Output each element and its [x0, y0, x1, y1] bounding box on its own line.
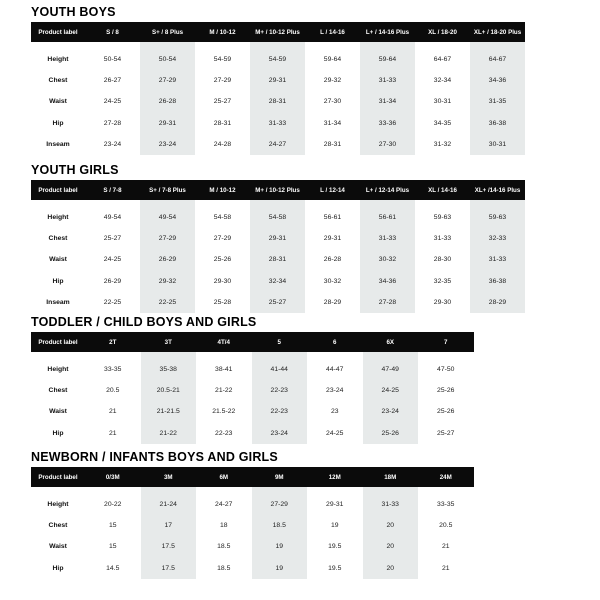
column-header: XL / 18-20	[415, 22, 470, 42]
column-header: 6	[307, 332, 363, 352]
table-cell: 24-25	[326, 429, 344, 437]
row-label: Waist	[49, 543, 67, 551]
spacer-cell	[140, 200, 195, 207]
table-cell: 19	[252, 536, 308, 557]
table-cell: 22-23	[215, 429, 233, 437]
table-cell: 30-32	[360, 249, 415, 270]
section-toddler-child-boys-and-girls	[31, 314, 474, 444]
column-header: 4T/4	[196, 332, 252, 352]
table-cell: 33-35	[437, 501, 455, 509]
spacer-cell	[31, 200, 85, 207]
spacer-cell	[363, 352, 419, 359]
row-label: Height	[47, 56, 69, 64]
table-cell: 38-41	[215, 366, 233, 374]
table-cell: 21-24	[141, 494, 197, 515]
table-cell: 24-28	[213, 140, 232, 148]
column-header: M+ / 10-12 Plus	[250, 22, 305, 42]
table-cell: 41-44	[252, 359, 308, 380]
spacer-cell	[470, 200, 525, 207]
table-cell: 54-59	[250, 49, 305, 70]
table-cell: 34-36	[470, 70, 525, 91]
table-row-hip	[31, 558, 474, 579]
table-cell: 31-35	[470, 91, 525, 112]
table-cell: 15	[108, 522, 117, 530]
table-cell: 23-24	[326, 387, 344, 395]
table-cell: 44-47	[326, 366, 344, 374]
table-cell: 26-29	[103, 277, 122, 285]
section-title: TODDLER / CHILD BOYS AND GIRLS	[31, 315, 257, 329]
table-cell: 35-38	[141, 359, 197, 380]
table-cell: 24-25	[363, 380, 419, 401]
section-youth-boys	[31, 4, 525, 155]
table-row-chest	[31, 515, 474, 536]
row-label: Height	[47, 501, 69, 509]
table-cell: 29-31	[250, 228, 305, 249]
spacer-cell	[85, 487, 141, 494]
table-cell: 31-33	[360, 228, 415, 249]
spacer-cell	[31, 42, 85, 49]
spacer-cell	[141, 487, 197, 494]
table-cell: 21	[108, 408, 117, 416]
table-row-chest	[31, 228, 525, 249]
table-cell: 50-54	[103, 56, 122, 64]
header-row	[31, 467, 474, 487]
table-cell: 25-27	[437, 429, 455, 437]
column-header: 18M	[363, 467, 419, 487]
table-cell: 25-28	[213, 298, 232, 306]
table-cell: 32-33	[470, 228, 525, 249]
table-cell: 26-27	[103, 77, 122, 85]
table-cell: 27-30	[360, 134, 415, 155]
table-cell: 32-34	[250, 271, 305, 292]
product-label-header: Product label	[31, 467, 85, 487]
row-label: Height	[47, 366, 69, 374]
table-cell: 20.5	[439, 522, 453, 530]
column-header: S+ / 8 Plus	[140, 22, 195, 42]
table-cell: 29-30	[213, 277, 232, 285]
table-cell: 18.5	[217, 564, 231, 572]
table-cell: 24-25	[103, 256, 122, 264]
row-label: Hip	[52, 119, 64, 127]
spacer-cell	[196, 352, 252, 359]
table-cell: 29-32	[323, 77, 342, 85]
table-cell: 21-21.5	[141, 401, 197, 422]
table-cell: 29-31	[323, 235, 342, 243]
table-cell: 26-28	[323, 256, 342, 264]
table-cell: 27-28	[103, 119, 122, 127]
table-row-hip	[31, 423, 474, 444]
table-cell: 36-38	[470, 271, 525, 292]
spacer-row	[31, 487, 474, 494]
section-newborn-infants-boys-and-girls	[31, 449, 474, 579]
table-cell: 28-31	[250, 91, 305, 112]
row-label: Waist	[49, 256, 67, 264]
row-label: Hip	[52, 429, 64, 437]
row-label: Hip	[52, 277, 64, 285]
table-cell: 25-27	[250, 292, 305, 313]
table-cell: 25-27	[213, 98, 232, 106]
table-cell: 29-31	[140, 113, 195, 134]
table-cell: 28-31	[250, 249, 305, 270]
table-cell: 27-29	[213, 77, 232, 85]
spacer-cell	[415, 42, 470, 49]
column-header: 0/3M	[85, 467, 141, 487]
table-cell: 22-23	[252, 401, 308, 422]
spacer-cell	[307, 352, 363, 359]
column-header: M+ / 10-12 Plus	[250, 180, 305, 200]
table-cell: 59-63	[470, 207, 525, 228]
table-row-chest	[31, 70, 525, 91]
table-cell: 24-25	[103, 98, 122, 106]
table-cell: 25-26	[437, 408, 455, 416]
table-cell: 28-29	[323, 298, 342, 306]
table-cell: 26-29	[140, 249, 195, 270]
spacer-cell	[305, 200, 360, 207]
column-header: 12M	[307, 467, 363, 487]
column-header: XL / 14-16	[415, 180, 470, 200]
column-header: 6M	[196, 467, 252, 487]
table-cell: 23-24	[140, 134, 195, 155]
table-row-waist	[31, 401, 474, 422]
table-cell: 25-27	[103, 235, 122, 243]
table-row-inseam	[31, 292, 525, 313]
column-header: L+ / 14-16 Plus	[360, 22, 415, 42]
column-header: L / 12-14	[305, 180, 360, 200]
table-cell: 30-32	[323, 277, 342, 285]
table-cell: 21	[441, 564, 450, 572]
product-label-header: Product label	[31, 22, 85, 42]
section-title: YOUTH BOYS	[31, 5, 116, 19]
table-cell: 50-54	[140, 49, 195, 70]
table-cell: 56-61	[360, 207, 415, 228]
table-cell: 64-67	[470, 49, 525, 70]
column-header: L / 14-16	[305, 22, 360, 42]
spacer-cell	[252, 352, 308, 359]
table-cell: 25-26	[213, 256, 232, 264]
table-row-hip	[31, 113, 525, 134]
table-cell: 14.5	[106, 564, 120, 572]
row-label: Chest	[48, 522, 68, 530]
section-title: YOUTH GIRLS	[31, 163, 119, 177]
table-cell: 23-24	[363, 401, 419, 422]
spacer-cell	[305, 42, 360, 49]
table-cell: 21	[441, 543, 450, 551]
spacer-cell	[252, 487, 308, 494]
spacer-cell	[418, 487, 474, 494]
table-cell: 31-33	[433, 235, 452, 243]
table-cell: 30-31	[470, 134, 525, 155]
table-cell: 34-35	[433, 119, 452, 127]
table-cell: 20.5	[106, 387, 120, 395]
spacer-cell	[140, 42, 195, 49]
table-cell: 23	[330, 408, 339, 416]
table-cell: 17	[141, 515, 197, 536]
table-cell: 21-22	[215, 387, 233, 395]
column-header: 2T	[85, 332, 141, 352]
table-cell: 21-22	[141, 423, 197, 444]
spacer-cell	[85, 200, 140, 207]
table-row-height	[31, 494, 474, 515]
table-cell: 26-28	[140, 91, 195, 112]
table-cell: 22-25	[103, 298, 122, 306]
spacer-cell	[85, 352, 141, 359]
table-cell: 25-26	[437, 387, 455, 395]
table-cell: 18	[219, 522, 228, 530]
table-cell: 15	[108, 543, 117, 551]
table-cell: 30-31	[433, 98, 452, 106]
table-row-hip	[31, 271, 525, 292]
table-cell: 29-31	[250, 70, 305, 91]
spacer-row	[31, 42, 525, 49]
spacer-cell	[85, 42, 140, 49]
row-label: Chest	[48, 235, 68, 243]
table-cell: 19	[252, 558, 308, 579]
row-label: Inseam	[46, 298, 70, 306]
table-row-chest	[31, 380, 474, 401]
table-cell: 54-58	[250, 207, 305, 228]
table-cell: 47-49	[363, 359, 419, 380]
size-table	[31, 332, 474, 444]
section-title: NEWBORN / INFANTS BOYS AND GIRLS	[31, 450, 278, 464]
table-cell: 28-29	[470, 292, 525, 313]
table-cell: 49-54	[103, 214, 122, 222]
table-row-height	[31, 207, 525, 228]
table-cell: 36-38	[470, 113, 525, 134]
column-header: 9M	[252, 467, 308, 487]
table-row-height	[31, 49, 525, 70]
spacer-cell	[250, 42, 305, 49]
table-row-waist	[31, 536, 474, 557]
table-cell: 19.5	[328, 564, 342, 572]
table-cell: 59-64	[323, 56, 342, 64]
table-cell: 21	[108, 429, 117, 437]
table-cell: 23-24	[252, 423, 308, 444]
row-label: Height	[47, 214, 69, 222]
header-row	[31, 22, 525, 42]
table-cell: 31-33	[360, 70, 415, 91]
spacer-cell	[360, 42, 415, 49]
table-cell: 27-29	[140, 70, 195, 91]
table-cell: 49-54	[140, 207, 195, 228]
table-cell: 28-31	[213, 119, 232, 127]
spacer-cell	[195, 42, 250, 49]
spacer-cell	[31, 352, 85, 359]
table-cell: 47-50	[437, 366, 455, 374]
table-cell: 29-30	[433, 298, 452, 306]
column-header: 5	[252, 332, 308, 352]
row-label: Chest	[48, 77, 68, 85]
spacer-cell	[360, 200, 415, 207]
column-header: S+ / 7-8 Plus	[140, 180, 195, 200]
table-row-waist	[31, 249, 525, 270]
table-cell: 17.5	[141, 536, 197, 557]
table-cell: 25-26	[363, 423, 419, 444]
product-label-header: Product label	[31, 332, 85, 352]
table-cell: 31-34	[323, 119, 342, 127]
table-cell: 20.5-21	[141, 380, 197, 401]
header-row	[31, 332, 474, 352]
spacer-cell	[196, 487, 252, 494]
spacer-cell	[250, 200, 305, 207]
table-row-inseam	[31, 134, 525, 155]
row-label: Waist	[49, 98, 67, 106]
table-cell: 54-58	[213, 214, 232, 222]
table-cell: 27-29	[213, 235, 232, 243]
column-header: XL+ /14-16 Plus	[470, 180, 525, 200]
size-table	[31, 180, 525, 313]
table-cell: 31-33	[250, 113, 305, 134]
table-cell: 33-36	[360, 113, 415, 134]
table-cell: 18.5	[217, 543, 231, 551]
table-cell: 20	[363, 536, 419, 557]
column-header: S / 7-8	[85, 180, 140, 200]
table-cell: 31-32	[433, 140, 452, 148]
table-cell: 56-61	[323, 214, 342, 222]
table-cell: 31-33	[470, 249, 525, 270]
row-label: Waist	[49, 408, 67, 416]
table-cell: 27-28	[360, 292, 415, 313]
column-header: 3T	[141, 332, 197, 352]
table-cell: 20	[363, 558, 419, 579]
table-cell: 59-63	[433, 214, 452, 222]
table-cell: 24-27	[250, 134, 305, 155]
column-header: M / 10-12	[195, 180, 250, 200]
section-youth-girls	[31, 162, 525, 313]
table-cell: 28-30	[433, 256, 452, 264]
column-header: 24M	[418, 467, 474, 487]
table-cell: 19.5	[328, 543, 342, 551]
size-table	[31, 22, 525, 155]
spacer-cell	[363, 487, 419, 494]
table-cell: 20	[363, 515, 419, 536]
table-cell: 32-34	[433, 77, 452, 85]
table-cell: 34-36	[360, 271, 415, 292]
table-cell: 59-64	[360, 49, 415, 70]
table-cell: 31-33	[363, 494, 419, 515]
size-table	[31, 467, 474, 579]
table-cell: 18.5	[252, 515, 308, 536]
column-header: L+ / 12-14 Plus	[360, 180, 415, 200]
table-cell: 20-22	[104, 501, 122, 509]
table-cell: 28-31	[323, 140, 342, 148]
product-label-header: Product label	[31, 180, 85, 200]
table-cell: 27-29	[140, 228, 195, 249]
row-label: Inseam	[46, 140, 70, 148]
column-header: 3M	[141, 467, 197, 487]
spacer-cell	[195, 200, 250, 207]
spacer-cell	[307, 487, 363, 494]
table-cell: 33-35	[104, 366, 122, 374]
spacer-row	[31, 352, 474, 359]
column-header: 7	[418, 332, 474, 352]
table-cell: 23-24	[103, 140, 122, 148]
table-cell: 24-27	[215, 501, 233, 509]
spacer-cell	[415, 200, 470, 207]
header-row	[31, 180, 525, 200]
spacer-cell	[141, 352, 197, 359]
column-header: 6X	[363, 332, 419, 352]
row-label: Hip	[52, 564, 64, 572]
table-cell: 22-25	[140, 292, 195, 313]
table-row-waist	[31, 91, 525, 112]
spacer-cell	[418, 352, 474, 359]
table-row-height	[31, 359, 474, 380]
table-cell: 21.5-22	[212, 408, 236, 416]
table-cell: 27-29	[252, 494, 308, 515]
spacer-row	[31, 200, 525, 207]
column-header: XL+ / 18-20 Plus	[470, 22, 525, 42]
spacer-cell	[470, 42, 525, 49]
table-cell: 31-34	[360, 91, 415, 112]
table-cell: 19	[330, 522, 339, 530]
table-cell: 32-35	[433, 277, 452, 285]
spacer-cell	[31, 487, 85, 494]
column-header: S / 8	[85, 22, 140, 42]
row-label: Chest	[48, 387, 68, 395]
column-header: M / 10-12	[195, 22, 250, 42]
table-cell: 17.5	[141, 558, 197, 579]
table-cell: 54-59	[213, 56, 232, 64]
table-cell: 29-31	[326, 501, 344, 509]
table-cell: 27-30	[323, 98, 342, 106]
table-cell: 64-67	[433, 56, 452, 64]
table-cell: 22-23	[252, 380, 308, 401]
table-cell: 29-32	[140, 271, 195, 292]
